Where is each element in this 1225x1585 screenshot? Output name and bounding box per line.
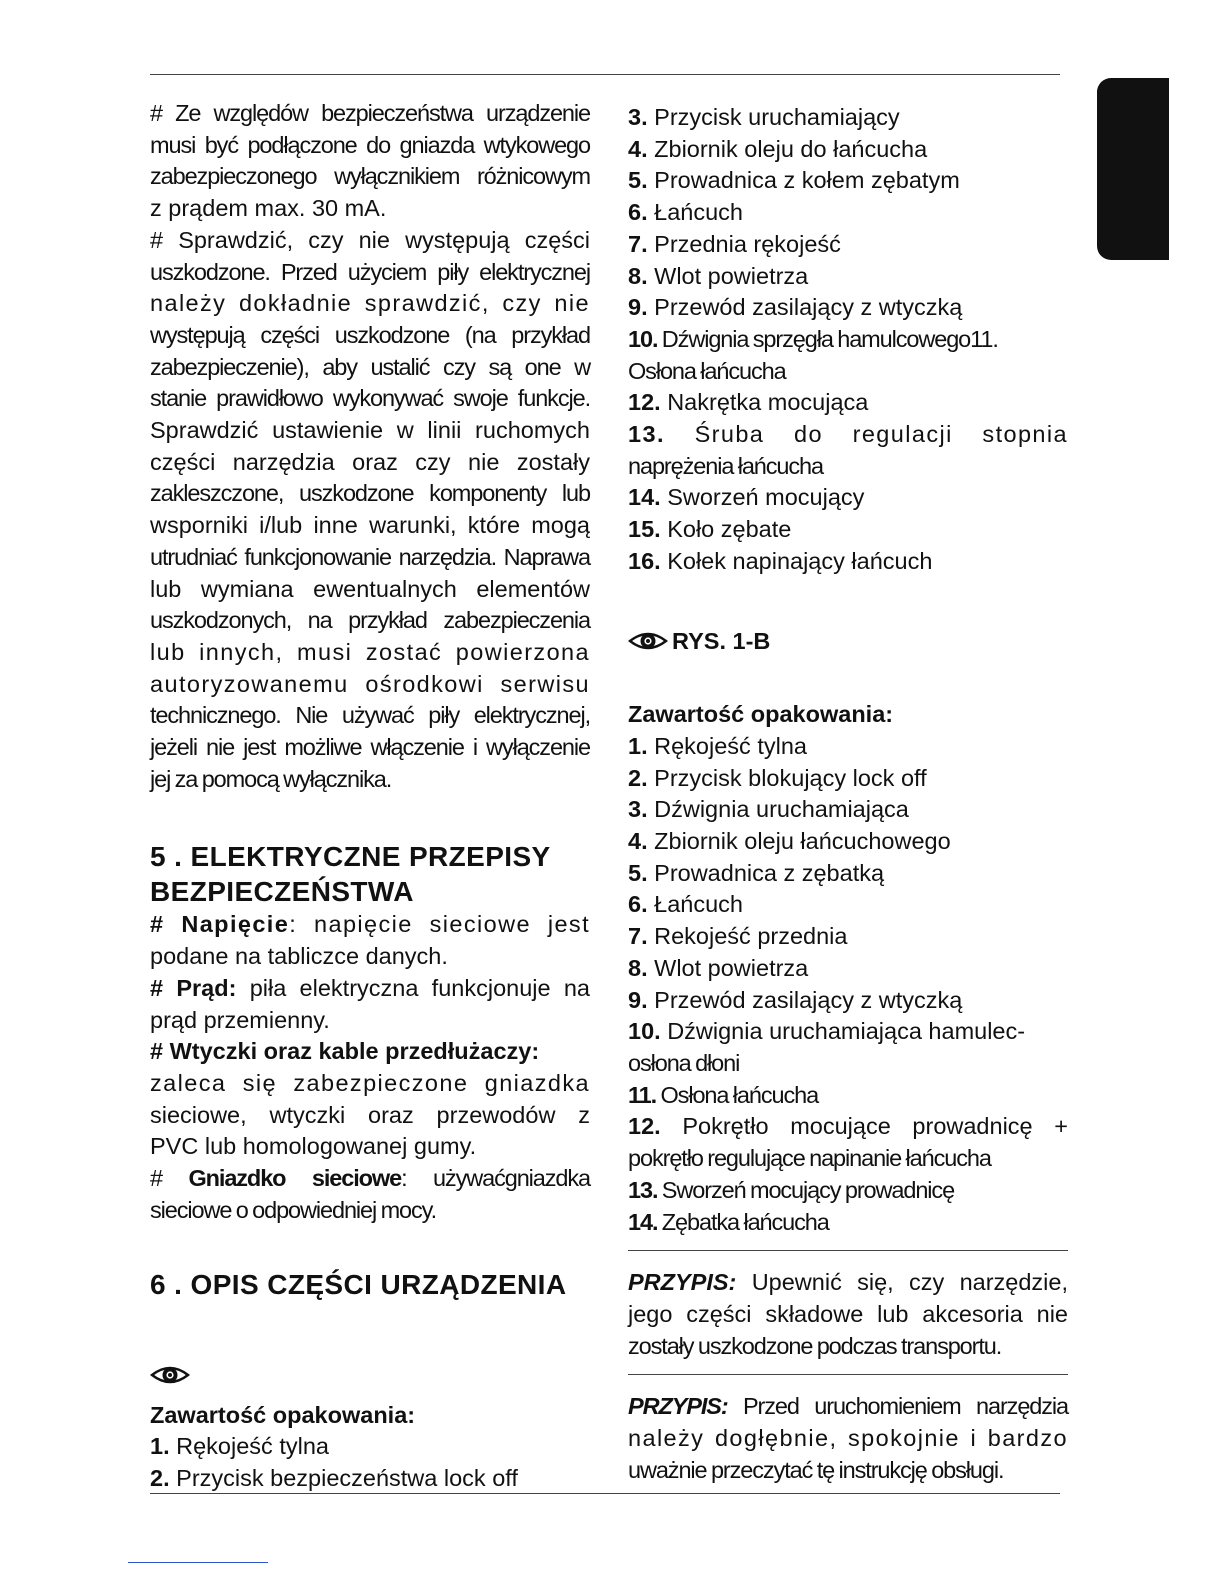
item-text: Rekojeść przednia xyxy=(647,923,848,950)
list-item xyxy=(628,546,1068,578)
text-line: autoryzowanemu ośrodkowi serwisu xyxy=(150,670,590,697)
item-number: 16. xyxy=(628,547,661,574)
text-line: uszkodzonych, na przykład zabezpieczenia xyxy=(150,607,590,634)
text-line: Sprawdzić ustawienie w linii ruchomych xyxy=(150,417,590,444)
text-line: sieciowe o odpowiedniej mocy. xyxy=(150,1196,436,1223)
item-text: Śruba do regulacji stopnia xyxy=(664,421,1068,448)
text-line: wsporniki i/lub inne warunki, które mogą xyxy=(150,512,590,539)
item-number: 9. xyxy=(628,986,648,1013)
item-number: 1. xyxy=(150,1433,170,1460)
eye-icon xyxy=(150,1363,190,1387)
safety-paragraph xyxy=(150,98,590,795)
text-line: naprężenia łańcucha xyxy=(628,452,823,479)
section5-title xyxy=(150,839,590,909)
item-number: 10. xyxy=(628,325,658,352)
note-label: PRZYPIS: xyxy=(628,1393,728,1420)
item-text: Rękojeść tylna xyxy=(169,1433,329,1460)
note-line: należy dogłębnie, spokojnie i bardzo xyxy=(628,1425,1068,1452)
list-item xyxy=(628,324,1068,356)
item-text: Dźwignia uruchamiająca hamulec- xyxy=(660,1018,1026,1045)
right-column xyxy=(628,102,1068,1486)
item-number: 7. xyxy=(628,923,648,950)
item-number: 6. xyxy=(628,891,648,918)
section6-title: 6 . OPIS CZĘŚCI URZĄDZENIA xyxy=(150,1268,567,1300)
text-line: uszkodzone. Przed użyciem piły elektrycznej xyxy=(150,258,590,285)
list-item xyxy=(628,1080,1068,1112)
note-label: PRZYPIS: xyxy=(628,1269,737,1296)
item-text: Przycisk uruchamiający xyxy=(647,104,900,130)
text-line: PVC lub homologowanej gumy. xyxy=(150,1133,477,1160)
text-line: zabezpieczonego wyłącznikiem różnicowym xyxy=(150,163,590,190)
list-item xyxy=(628,165,1068,197)
list-item xyxy=(628,514,1068,546)
note-line: zostały uszkodzone podczas transportu. xyxy=(628,1332,1002,1359)
item-number: 2. xyxy=(628,764,648,791)
text-line: lub innych, musi zostać powierzona xyxy=(150,638,590,665)
note-line: uważnie przeczytać tę instrukcję obsługi. xyxy=(628,1456,1004,1483)
list-item xyxy=(628,826,1068,858)
text-line: z prądem max. 30 mA. xyxy=(150,195,387,222)
item-text: Wlot powietrza xyxy=(647,262,809,289)
list-item xyxy=(628,921,1068,953)
item-number: 14. xyxy=(628,484,661,511)
text-line: Osłona łańcucha xyxy=(628,357,786,384)
item-text: Przycisk blokujący lock off xyxy=(647,764,927,791)
section5-title-line1: 5 . ELEKTRYCZNE PRZEPISY xyxy=(150,841,551,873)
list-item xyxy=(628,229,1068,261)
package-heading: Zawartość opakowania: xyxy=(150,1401,416,1428)
item-number: 13. xyxy=(628,421,665,448)
language-tab xyxy=(1097,78,1169,260)
text-line: jej za pomocą wyłącznika. xyxy=(150,765,392,792)
list-item xyxy=(628,858,1068,890)
list-item xyxy=(628,763,1068,795)
list-item xyxy=(628,794,1068,826)
gniazdko-label: Gniazdko sieciowe xyxy=(188,1165,402,1192)
note-line xyxy=(628,1391,1068,1423)
item-text: Przycisk bezpieczeństwa lock off xyxy=(169,1464,518,1491)
list-item xyxy=(628,731,1068,763)
item-text: Przewód zasilający z wtyczką xyxy=(647,986,963,1013)
list-item xyxy=(628,387,1068,419)
text-line xyxy=(150,973,590,1005)
item-number: 7. xyxy=(628,230,648,257)
list-item xyxy=(628,419,1068,451)
eye-icon-row xyxy=(150,1360,590,1392)
gniazdko-text: : używaćgniazdka xyxy=(401,1165,590,1192)
item-number: 6. xyxy=(628,199,648,226)
item-text: Nakrętka mocująca xyxy=(660,389,869,416)
top-rule xyxy=(150,74,1060,75)
item-text: Zbiornik oleju do łańcucha xyxy=(647,135,928,162)
napiecie-label: # Napięcie xyxy=(150,911,290,938)
text-line: utrudniać funkcjonowanie narzędzia. Naprawa xyxy=(150,543,590,570)
item-text: Zębatka łańcucha xyxy=(657,1208,829,1235)
item-number: 10. xyxy=(628,1018,661,1045)
item-number: 2. xyxy=(150,1464,170,1491)
item-number: 15. xyxy=(628,516,661,543)
text-line: części narzędzia oraz czy nie zostały xyxy=(150,448,590,475)
item-number: 12. xyxy=(628,389,661,416)
item-number: 13. xyxy=(628,1176,658,1203)
text-line: występują części uszkodzone (na przykład xyxy=(150,321,590,348)
item-number: 8. xyxy=(628,954,648,981)
section5-body xyxy=(150,909,590,1226)
text-line: lub wymiana ewentualnych elementów xyxy=(150,575,590,602)
section5-title-line2: BEZPIECZEŃSTWA xyxy=(150,876,414,908)
item-text: Sworzeń mocujący prowadnicę xyxy=(657,1176,955,1203)
list-item xyxy=(628,1175,1068,1207)
list-item xyxy=(628,1016,1068,1048)
item-number: 1. xyxy=(628,732,648,759)
item-text: Osłona łańcucha xyxy=(656,1081,819,1108)
item-text: Koło zębate xyxy=(660,516,792,543)
text-line: należy dokładnie sprawdzić, czy nie xyxy=(150,290,590,317)
list-item xyxy=(628,985,1068,1017)
list-item xyxy=(628,482,1068,514)
text-line: # Ze względów bezpieczeństwa urządzenie xyxy=(150,100,590,126)
item-number: 8. xyxy=(628,262,648,289)
note-divider xyxy=(628,1250,1068,1251)
text-line: osłona dłoni xyxy=(628,1049,740,1076)
text-line: zakleszczone, uszkodzone komponenty lub xyxy=(150,480,590,507)
item-text: Dźwignia uruchamiająca xyxy=(647,796,909,823)
item-text: Dźwignia sprzęgła hamulcowego11. xyxy=(657,325,998,352)
text-line xyxy=(150,1036,590,1068)
package-heading: Zawartość opakowania: xyxy=(628,701,894,728)
item-text: Łańcuch xyxy=(647,199,743,226)
text-line: sieciowe, wtyczki oraz przewodów z xyxy=(150,1101,590,1128)
list-item xyxy=(628,889,1068,921)
text-line: podane na tabliczce danych. xyxy=(150,943,448,970)
item-text: Sworzeń mocujący xyxy=(660,484,865,511)
list-item xyxy=(628,953,1068,985)
list-item xyxy=(628,292,1068,324)
item-number: 5. xyxy=(628,859,648,886)
text-line xyxy=(150,909,590,941)
list-item xyxy=(628,197,1068,229)
text-line: stanie prawidłowo wykonywać swoje funkcje. xyxy=(150,385,590,412)
prad-text: piła elektryczna funkcjonuje na xyxy=(236,974,590,1001)
text-line: zabezpieczenie), aby ustalić czy są one w xyxy=(150,353,590,380)
text-line: # Sprawdzić, czy nie występują części xyxy=(150,226,590,253)
list-item xyxy=(628,134,1068,166)
item-number: 9. xyxy=(628,294,648,321)
napiecie-text: : napięcie sieciowe jest xyxy=(289,911,591,938)
list-item xyxy=(150,1463,590,1495)
note-text: Przed uruchomieniem narzędzia xyxy=(727,1393,1068,1420)
prad-label: # Prąd: xyxy=(150,974,237,1001)
item-text: Przednia rękojeść xyxy=(647,230,841,257)
item-number: 3. xyxy=(628,104,648,130)
item-text: Rękojeść tylna xyxy=(647,732,807,759)
item-number: 3. xyxy=(628,796,648,823)
item-number: 4. xyxy=(628,828,648,855)
figure-label: RYS. 1-B xyxy=(672,627,771,654)
item-text: Przewód zasilający z wtyczką xyxy=(647,294,963,321)
list-item xyxy=(628,261,1068,293)
text-line xyxy=(150,1163,590,1195)
note-text: Upewnić się, czy narzędzie, xyxy=(736,1269,1068,1296)
item-number: 14. xyxy=(628,1208,658,1235)
note-line: jego części składowe lub akcesoria nie xyxy=(628,1300,1068,1327)
figure-label-row xyxy=(628,626,1068,658)
text-line: prąd przemienny. xyxy=(150,1006,330,1033)
text-line: jeżeli nie jest możliwe włączenie i wyłączenie xyxy=(150,734,590,761)
text-line: musi być podłączone do gniazda wtykowego xyxy=(150,131,590,158)
left-column xyxy=(150,98,590,1495)
item-text: Pokrętło mocujące prowadnicę + xyxy=(660,1113,1068,1140)
item-text: Prowadnica z zębatką xyxy=(647,859,885,886)
list-item xyxy=(628,1111,1068,1143)
gniazdko-hash: # xyxy=(150,1165,189,1192)
text-line: pokrętło regulujące napinanie łańcucha xyxy=(628,1145,991,1172)
wtyczki-label: # Wtyczki oraz kable przedłużaczy: xyxy=(150,1038,540,1065)
note-divider xyxy=(628,1374,1068,1375)
item-number: 12. xyxy=(628,1113,661,1140)
list-item xyxy=(628,1207,1068,1239)
item-text: Łańcuch xyxy=(647,891,743,918)
item-text: Wlot powietrza xyxy=(647,954,809,981)
item-number: 11. xyxy=(628,1081,657,1108)
item-text: Prowadnica z kołem zębatym xyxy=(647,167,960,194)
list-item xyxy=(150,1431,590,1463)
footer-link-underline xyxy=(128,1562,268,1563)
item-number: 5. xyxy=(628,167,648,194)
text-line: zaleca się zabezpieczone gniazdka xyxy=(150,1069,590,1096)
item-text: Kołek napinający łańcuch xyxy=(660,547,933,574)
text-line: technicznego. Nie używać piły elektrycznej, xyxy=(150,702,590,729)
note-line xyxy=(628,1267,1068,1299)
item-number: 4. xyxy=(628,135,648,162)
eye-icon xyxy=(628,629,668,653)
item-text: Zbiornik oleju łańcuchowego xyxy=(647,828,951,855)
list-item xyxy=(628,102,1068,134)
